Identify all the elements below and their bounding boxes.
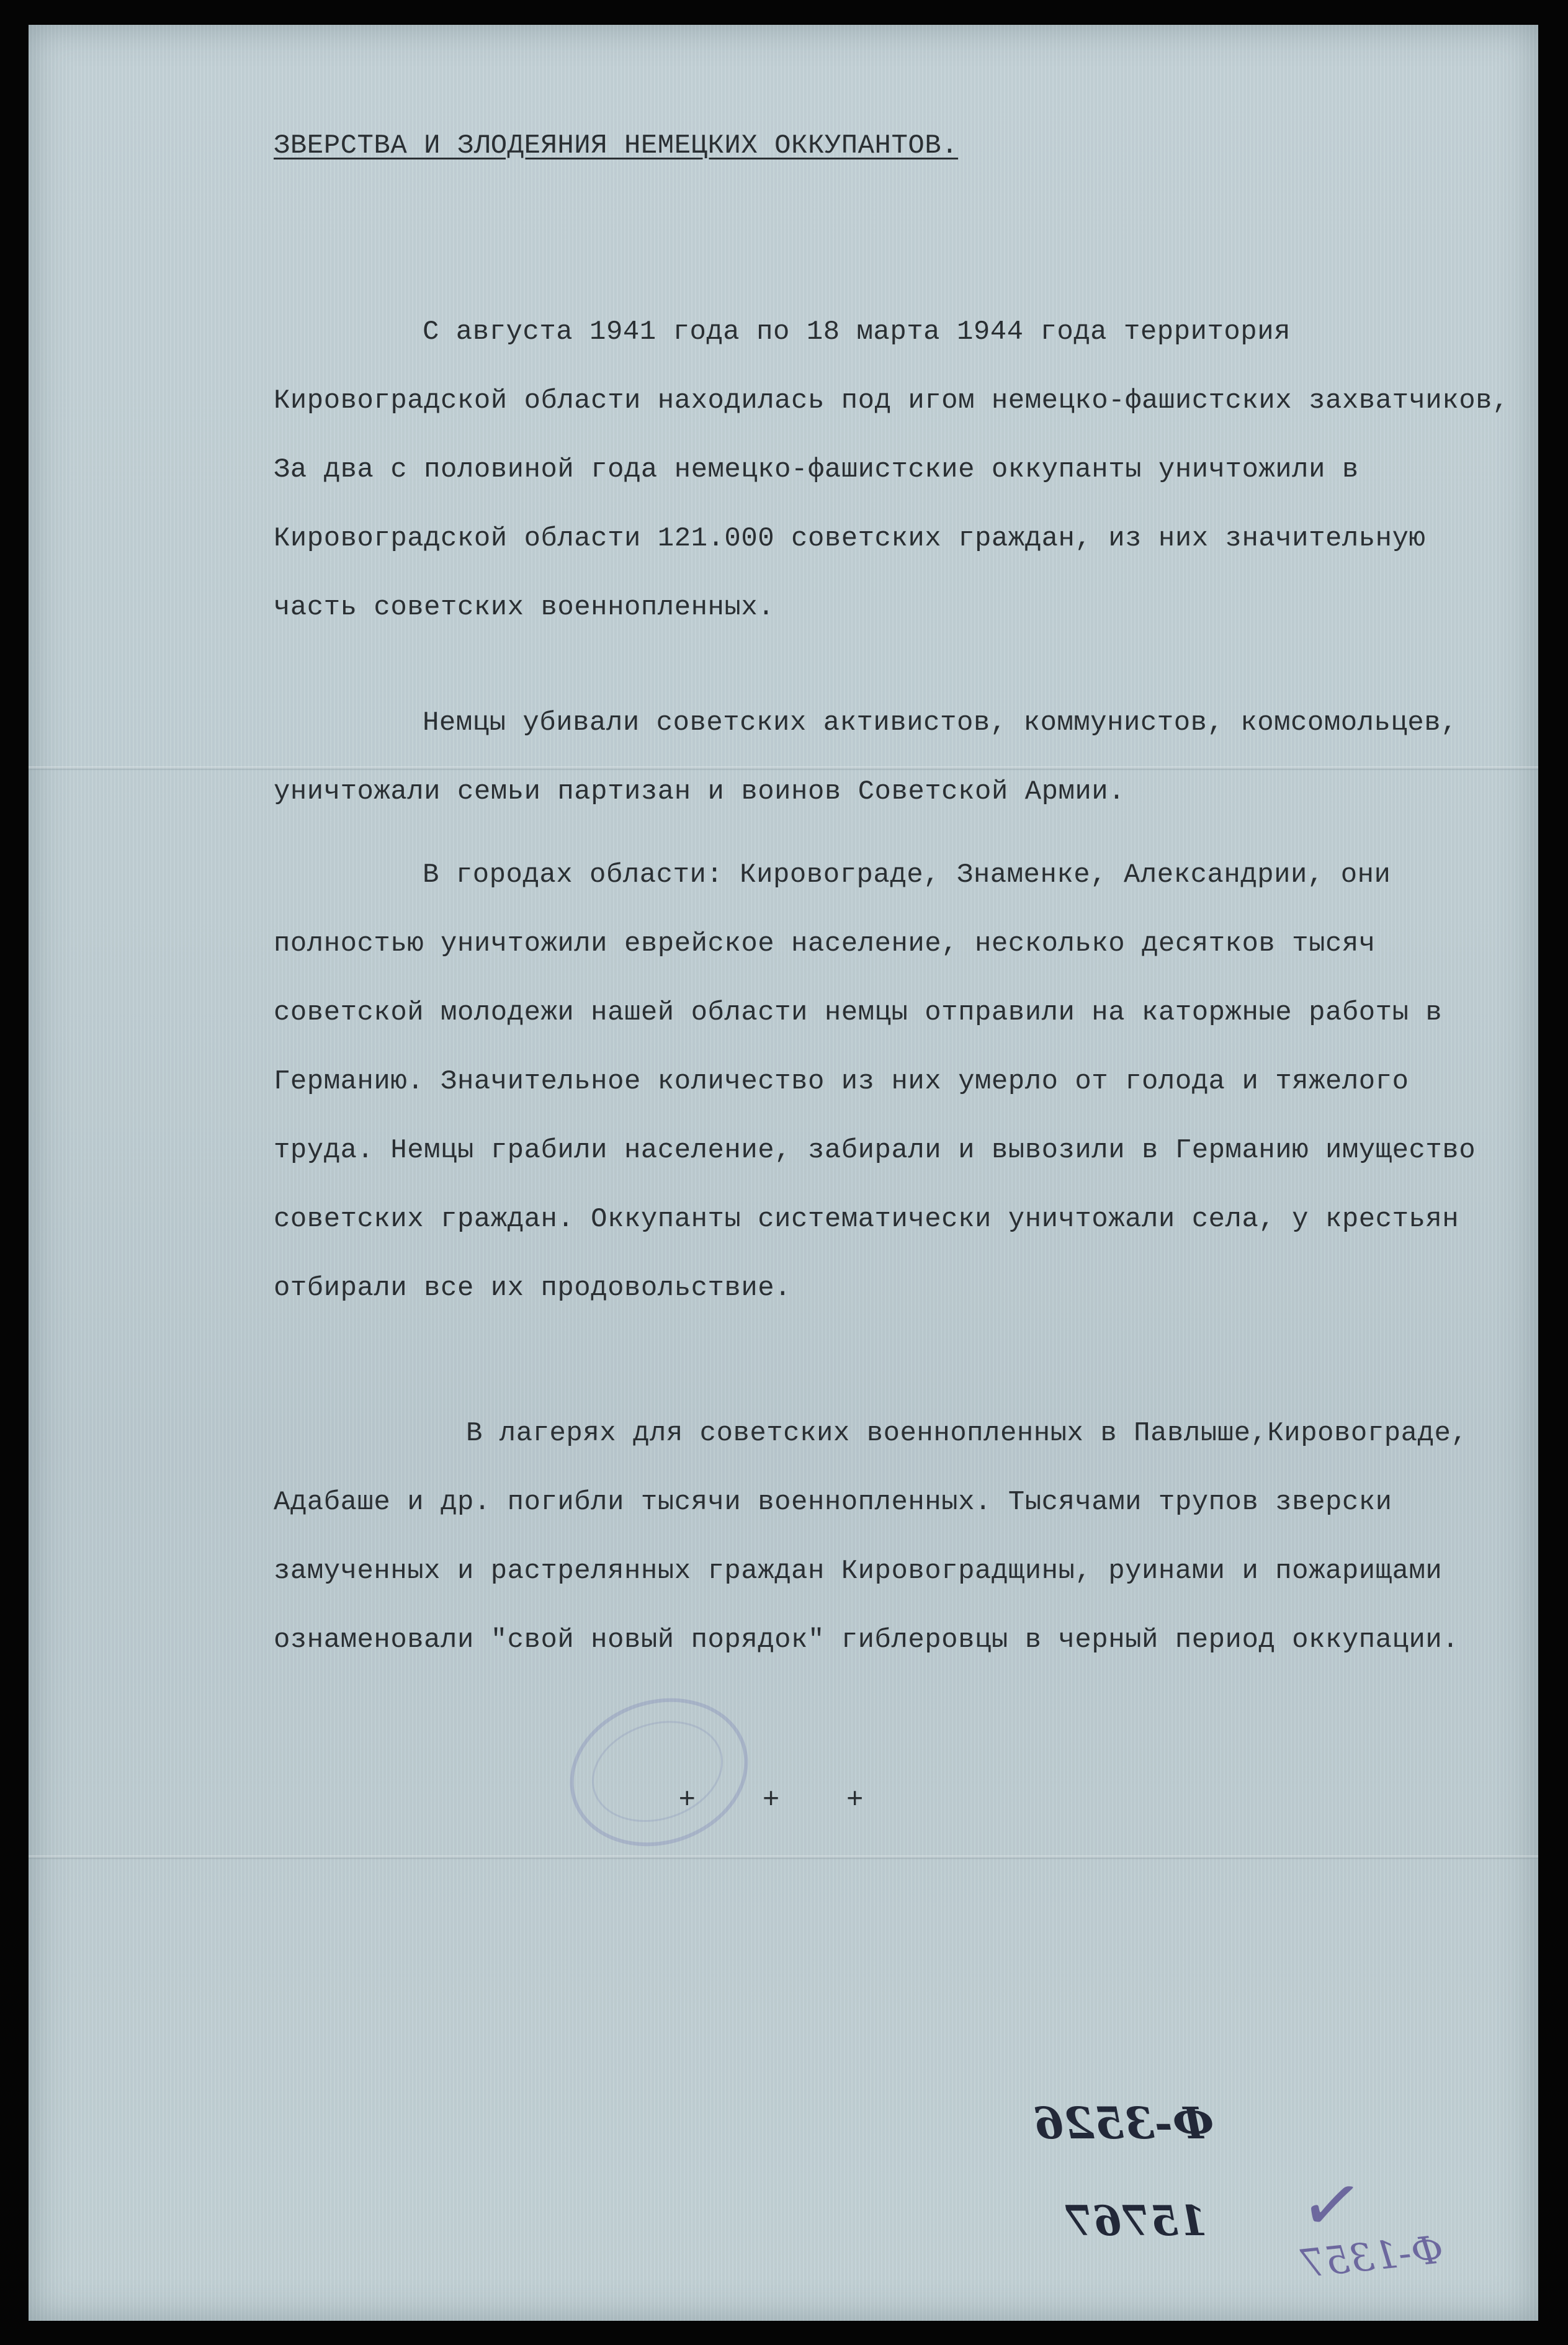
document-title: ЗВЕРСТВА И ЗЛОДЕЯНИЯ НЕМЕЦКИХ ОККУПАНТОВ. xyxy=(274,130,959,161)
paragraph-1: С августа 1941 года по 18 марта 1944 года территория Кировоградской области находилась под игом немецко-фашистских захватчиков, За два с половиной года немецко-фашистские оккупанты уничтожили в Кировоградской области 121.000 советских граждан, из них значительную часть советских военнопленных. xyxy=(274,316,1509,623)
paragraph-3: В городах области: Кировограде, Знаменке, Александрии, они полностью уничтожили еврейское население, несколько десятков тысяч советской молодежи нашей области немцы отправили на каторжные работы в Германию. Значительное количество из них умерло от голода и тяжелого труда. Немцы грабили население, забирали и вывозили в Германию имущество советских граждан. Оккупанты систематически уничтожали села, у крестьян отбирали все их продовольствие. xyxy=(274,859,1476,1304)
document-sheet xyxy=(29,25,1538,2321)
check-mark-icon: ✓ xyxy=(1294,2158,1369,2253)
handwritten-archive-note: Ф-1357 xyxy=(1298,2226,1446,2287)
section-separator: + + + xyxy=(678,1784,889,1816)
archive-number-1: Ф-3526 xyxy=(1034,2097,1214,2149)
typed-text-area xyxy=(29,25,1538,2321)
paragraph-2: Немцы убивали советских активистов, коммунистов, комсомольцев, уничтожали семьи партизан и воинов Советской Армии. xyxy=(274,707,1458,807)
paragraph-4: В лагерях для советских военнопленных в Павлыше,Кировограде, Адабаше и др. погибли тысячи военнопленных. Тысячами трупов зверски замученных и растрелянных граждан Кировоградщины, руинами и пожарищами ознаменовали "свой новый порядок" гиблеровцы в черный период оккупации. xyxy=(274,1418,1468,1656)
archive-number-2: 15767 xyxy=(1065,2197,1207,2245)
